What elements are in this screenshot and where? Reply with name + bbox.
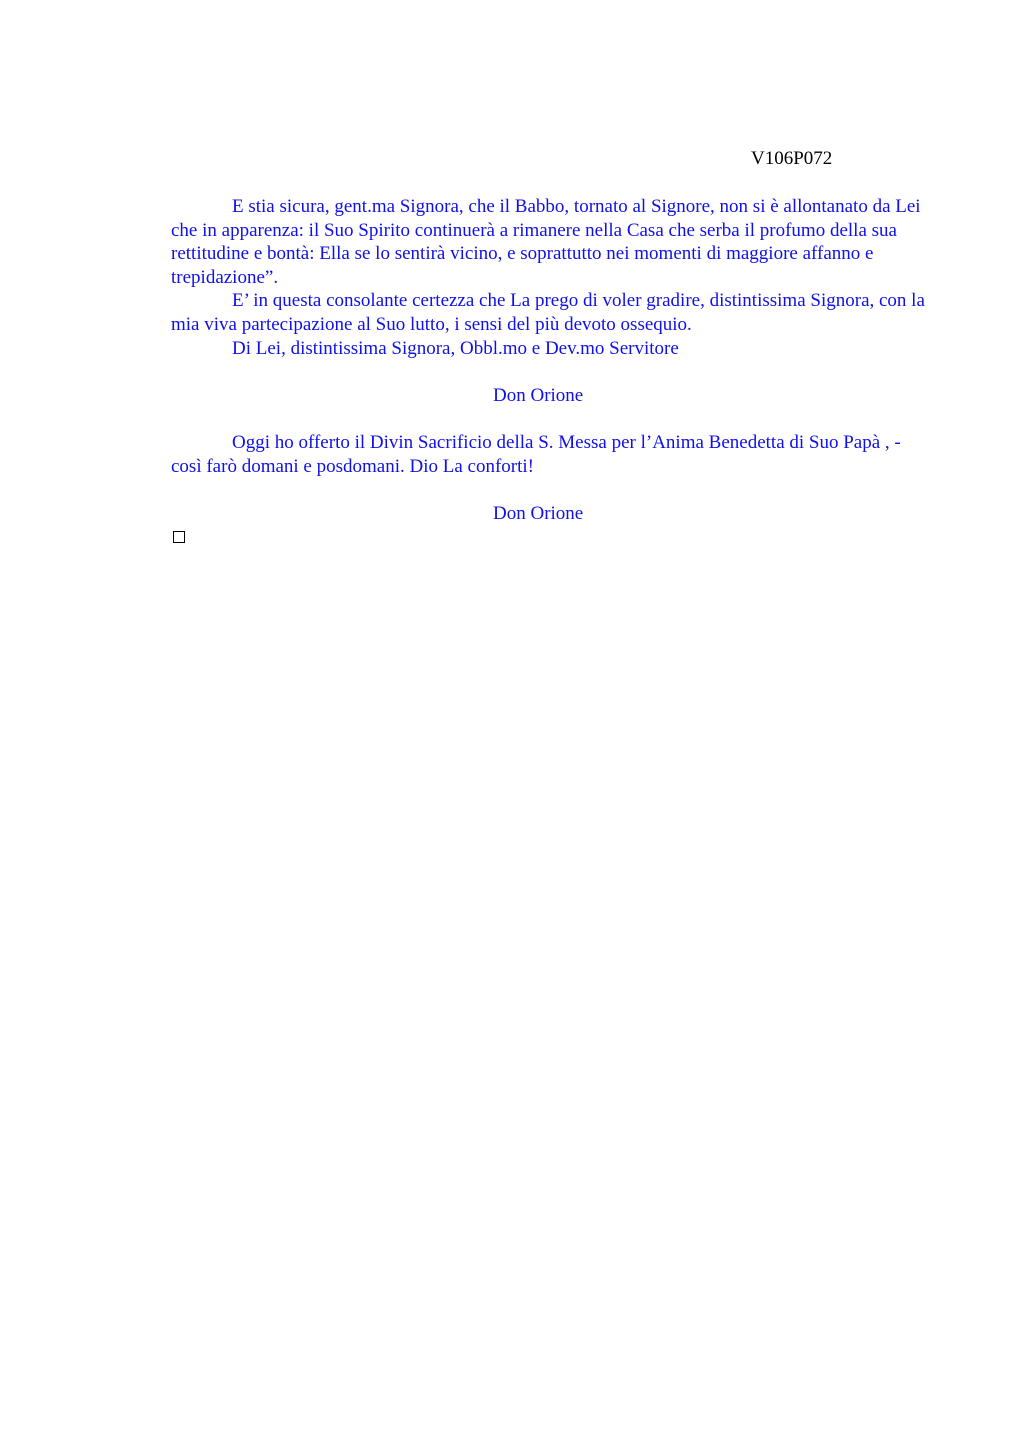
square-marker-icon	[173, 531, 185, 543]
postscript-text: Oggi ho offerto il Divin Sacrificio della S. Messa per l’Anima Benedetta di Suo Papà , - così farò domani e posdomani. Dio La conforti!	[171, 432, 901, 477]
paragraph-2: E’ in questa consolante certezza che La prego di voler gradire, distintissima Signora, con la mia viva partecipazione al Suo lutto, i sensi del più devoto ossequio.	[171, 290, 925, 335]
signature-first: Don Orione	[493, 385, 584, 406]
page-code: V106P072	[751, 148, 833, 169]
paragraph-1: E stia sicura, gent.ma Signora, che il Babbo, tornato al Signore, non si è allontanato da Lei che in apparenza: il Suo Spirito continuerà a rimanere nella Casa che serba il profumo della sua rettitudine e bontà: Ella se lo sentirà vicino, e soprattutto nei momenti di maggiore affanno e trepidazione”.	[171, 196, 921, 288]
paragraph-3: Di Lei, distintissima Signora, Obbl.mo e Dev.mo Servitore	[232, 337, 679, 359]
postscript	[171, 431, 931, 478]
signature-second: Don Orione	[493, 503, 584, 524]
letter-body	[171, 195, 931, 360]
